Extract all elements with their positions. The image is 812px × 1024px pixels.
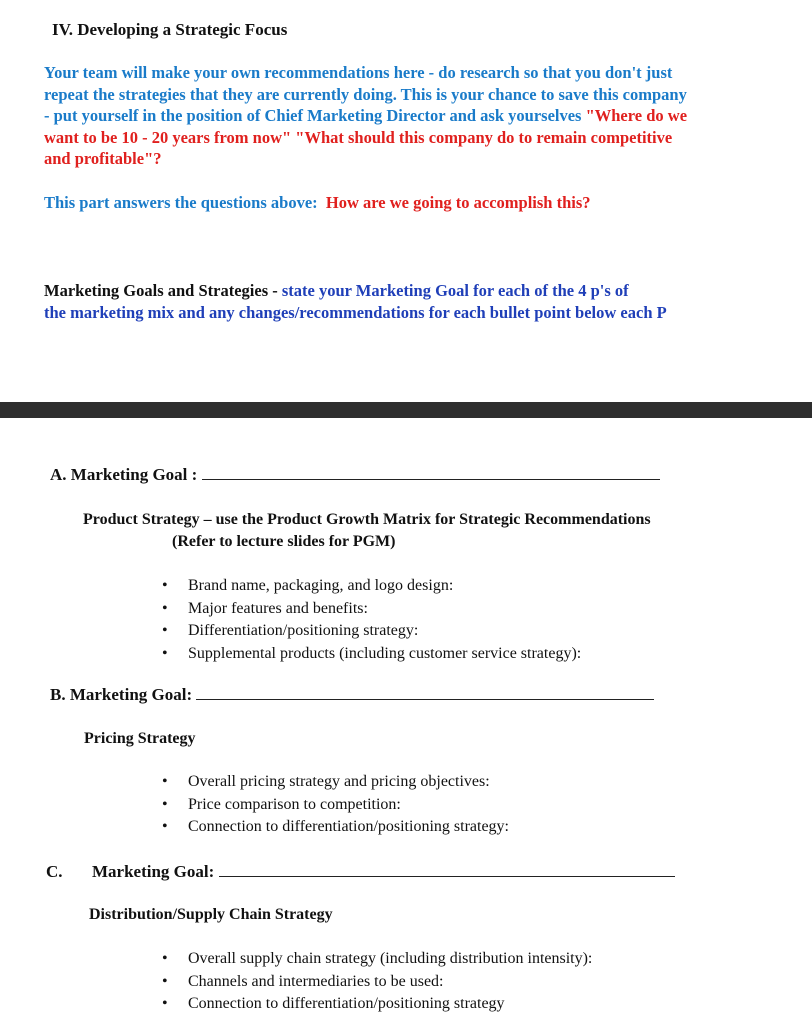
part-b-label: B. Marketing Goal: [50,685,193,704]
list-item: • Supplemental products (including customer service strategy): [162,643,581,666]
part-a-title-1: Product Strategy – use the Product Growth Matrix for Strategic Recommendations [83,511,651,528]
part-a-bullets [162,575,581,666]
list-item: • Channels and intermediaries to be used: [162,971,592,994]
part-b-title: Pricing Strategy [84,730,196,747]
answers-red: How are we going to accomplish this? [325,193,591,212]
part-c-goal-blank[interactable] [219,862,675,877]
intro-line-1: Your team will make your own recommendations here - do research so that you don't just [44,63,673,82]
intro-line-3-blue: - put yourself in the position of Chief Marketing Director and ask yourselves [44,106,586,125]
goals-black: Marketing Goals and Strategies - [44,281,282,300]
part-c-goal [92,862,675,882]
list-item: • Price comparison to competition: [162,794,509,817]
goals-line-2: the marketing mix and any changes/recommendations for each bullet point below each P [44,302,667,322]
part-c-title: Distribution/Supply Chain Strategy [89,906,333,923]
part-c-bullets [162,948,592,1016]
list-item: • Connection to differentiation/positioning strategy: [162,816,509,839]
section-heading: IV. Developing a Strategic Focus [52,20,288,39]
goals-line-1 [44,280,667,302]
list-item: • Overall pricing strategy and pricing objectives: [162,771,509,794]
part-a-goal [50,465,660,485]
part-a-title-2: (Refer to lecture slides for PGM) [172,533,396,550]
part-c-label: Marketing Goal: [92,862,215,881]
goals-navy-1: state your Marketing Goal for each of the 4 p's of [281,281,629,300]
goals-paragraph [44,280,667,323]
part-a-goal-blank[interactable] [202,465,660,480]
intro-paragraph [44,62,687,170]
answers-line [44,192,591,214]
list-item: • Major features and benefits: [162,598,581,621]
part-b-bullets [162,771,509,839]
part-c-letter: C. [46,862,63,881]
list-item: • Differentiation/positioning strategy: [162,620,581,643]
answers-blue: This part answers the questions above: [44,193,318,212]
intro-line-2: repeat the strategies that they are currently doing. This is your chance to save this company [44,84,687,104]
intro-line-4: want to be 10 - 20 years from now" "What should this company do to remain competitive [44,127,673,147]
list-item: • Overall supply chain strategy (including distribution intensity): [162,948,592,971]
list-item: • Connection to differentiation/positioning strategy [162,993,592,1016]
part-a-label: A. Marketing Goal : [50,465,198,484]
page-divider [0,402,812,418]
intro-line-3 [44,105,687,127]
intro-line-3-red: "Where do we [585,106,688,125]
intro-line-5: and profitable"? [44,149,162,168]
part-b-goal-blank[interactable] [196,685,654,700]
part-b-goal [50,685,654,705]
list-item: • Brand name, packaging, and logo design: [162,575,581,598]
